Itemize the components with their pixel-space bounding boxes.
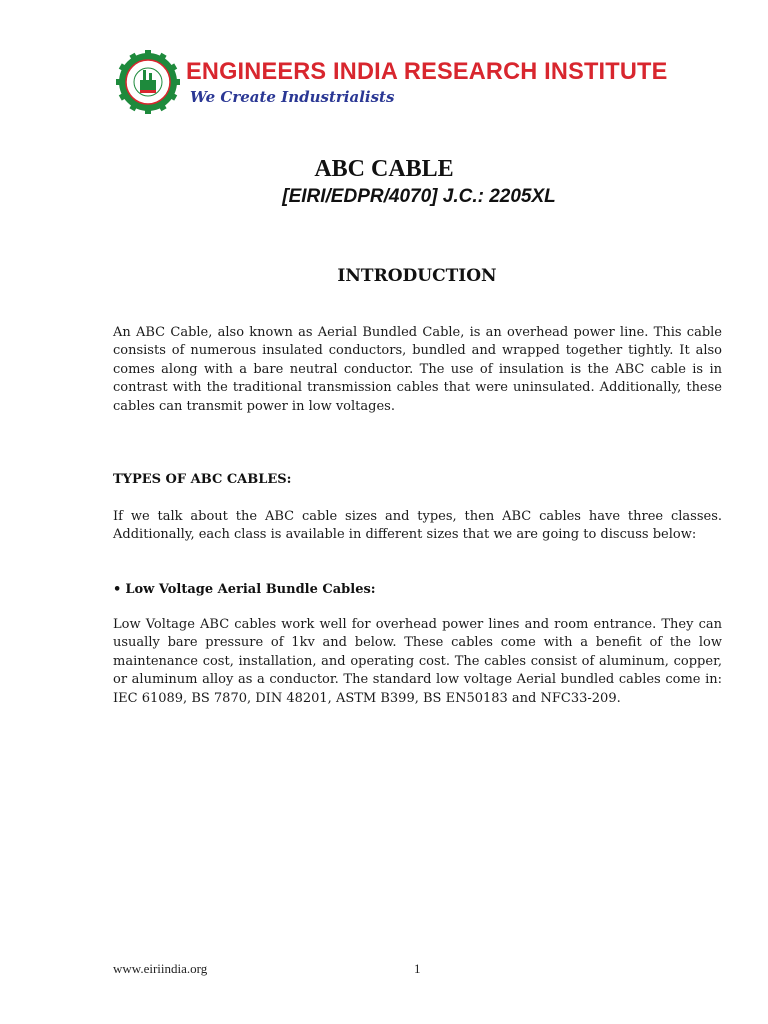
institute-tagline: We Create Industrialists bbox=[190, 88, 395, 106]
document-code: [EIRI/EDPR/4070] J.C.: 2205XL bbox=[282, 186, 556, 207]
low-voltage-heading-label: Low Voltage Aerial Bundle Cables: bbox=[125, 582, 376, 597]
page-number: 1 bbox=[414, 961, 421, 976]
bullet-icon: • bbox=[113, 582, 122, 597]
introduction-paragraph: An ABC Cable, also known as Aerial Bundled Cable, is an overhead power line. This cable consists of numerous insulated conductors, bundled and wrapped together tightly. It also comes along with a bare neutral conductor. The use of insulation is the ABC cable is in contrast with the traditional transmission cables that were uninsulated. Additionally, these cables can transmit power in low voltages. bbox=[113, 325, 722, 414]
institute-name: ENGINEERS INDIA RESEARCH INSTITUTE bbox=[186, 58, 668, 85]
eiri-seal-icon bbox=[116, 50, 180, 114]
types-paragraph: If we talk about the ABC cable sizes and types, then ABC cables have three classes. Additionally, each class is available in different sizes that we are going to discuss below: bbox=[113, 509, 722, 543]
low-voltage-heading bbox=[113, 582, 376, 597]
footer-website-link[interactable]: www.eiriindia.org bbox=[113, 961, 208, 976]
introduction-heading: INTRODUCTION bbox=[337, 266, 497, 286]
low-voltage-paragraph: Low Voltage ABC cables work well for overhead power lines and room entrance. They can usually bare pressure of 1kv and below. These cables come with a benefit of the low maintenance cost, installation, and operating cost. The cables consist of aluminum, copper, or aluminum alloy as a conductor. The standard low voltage Aerial bundled cables come in: IEC 61089, BS 7870, DIN 48201, ASTM B399, BS EN50183 and NFC33-209. bbox=[113, 617, 722, 706]
document-title: ABC CABLE bbox=[314, 156, 454, 182]
types-heading: TYPES OF ABC CABLES: bbox=[113, 472, 292, 487]
